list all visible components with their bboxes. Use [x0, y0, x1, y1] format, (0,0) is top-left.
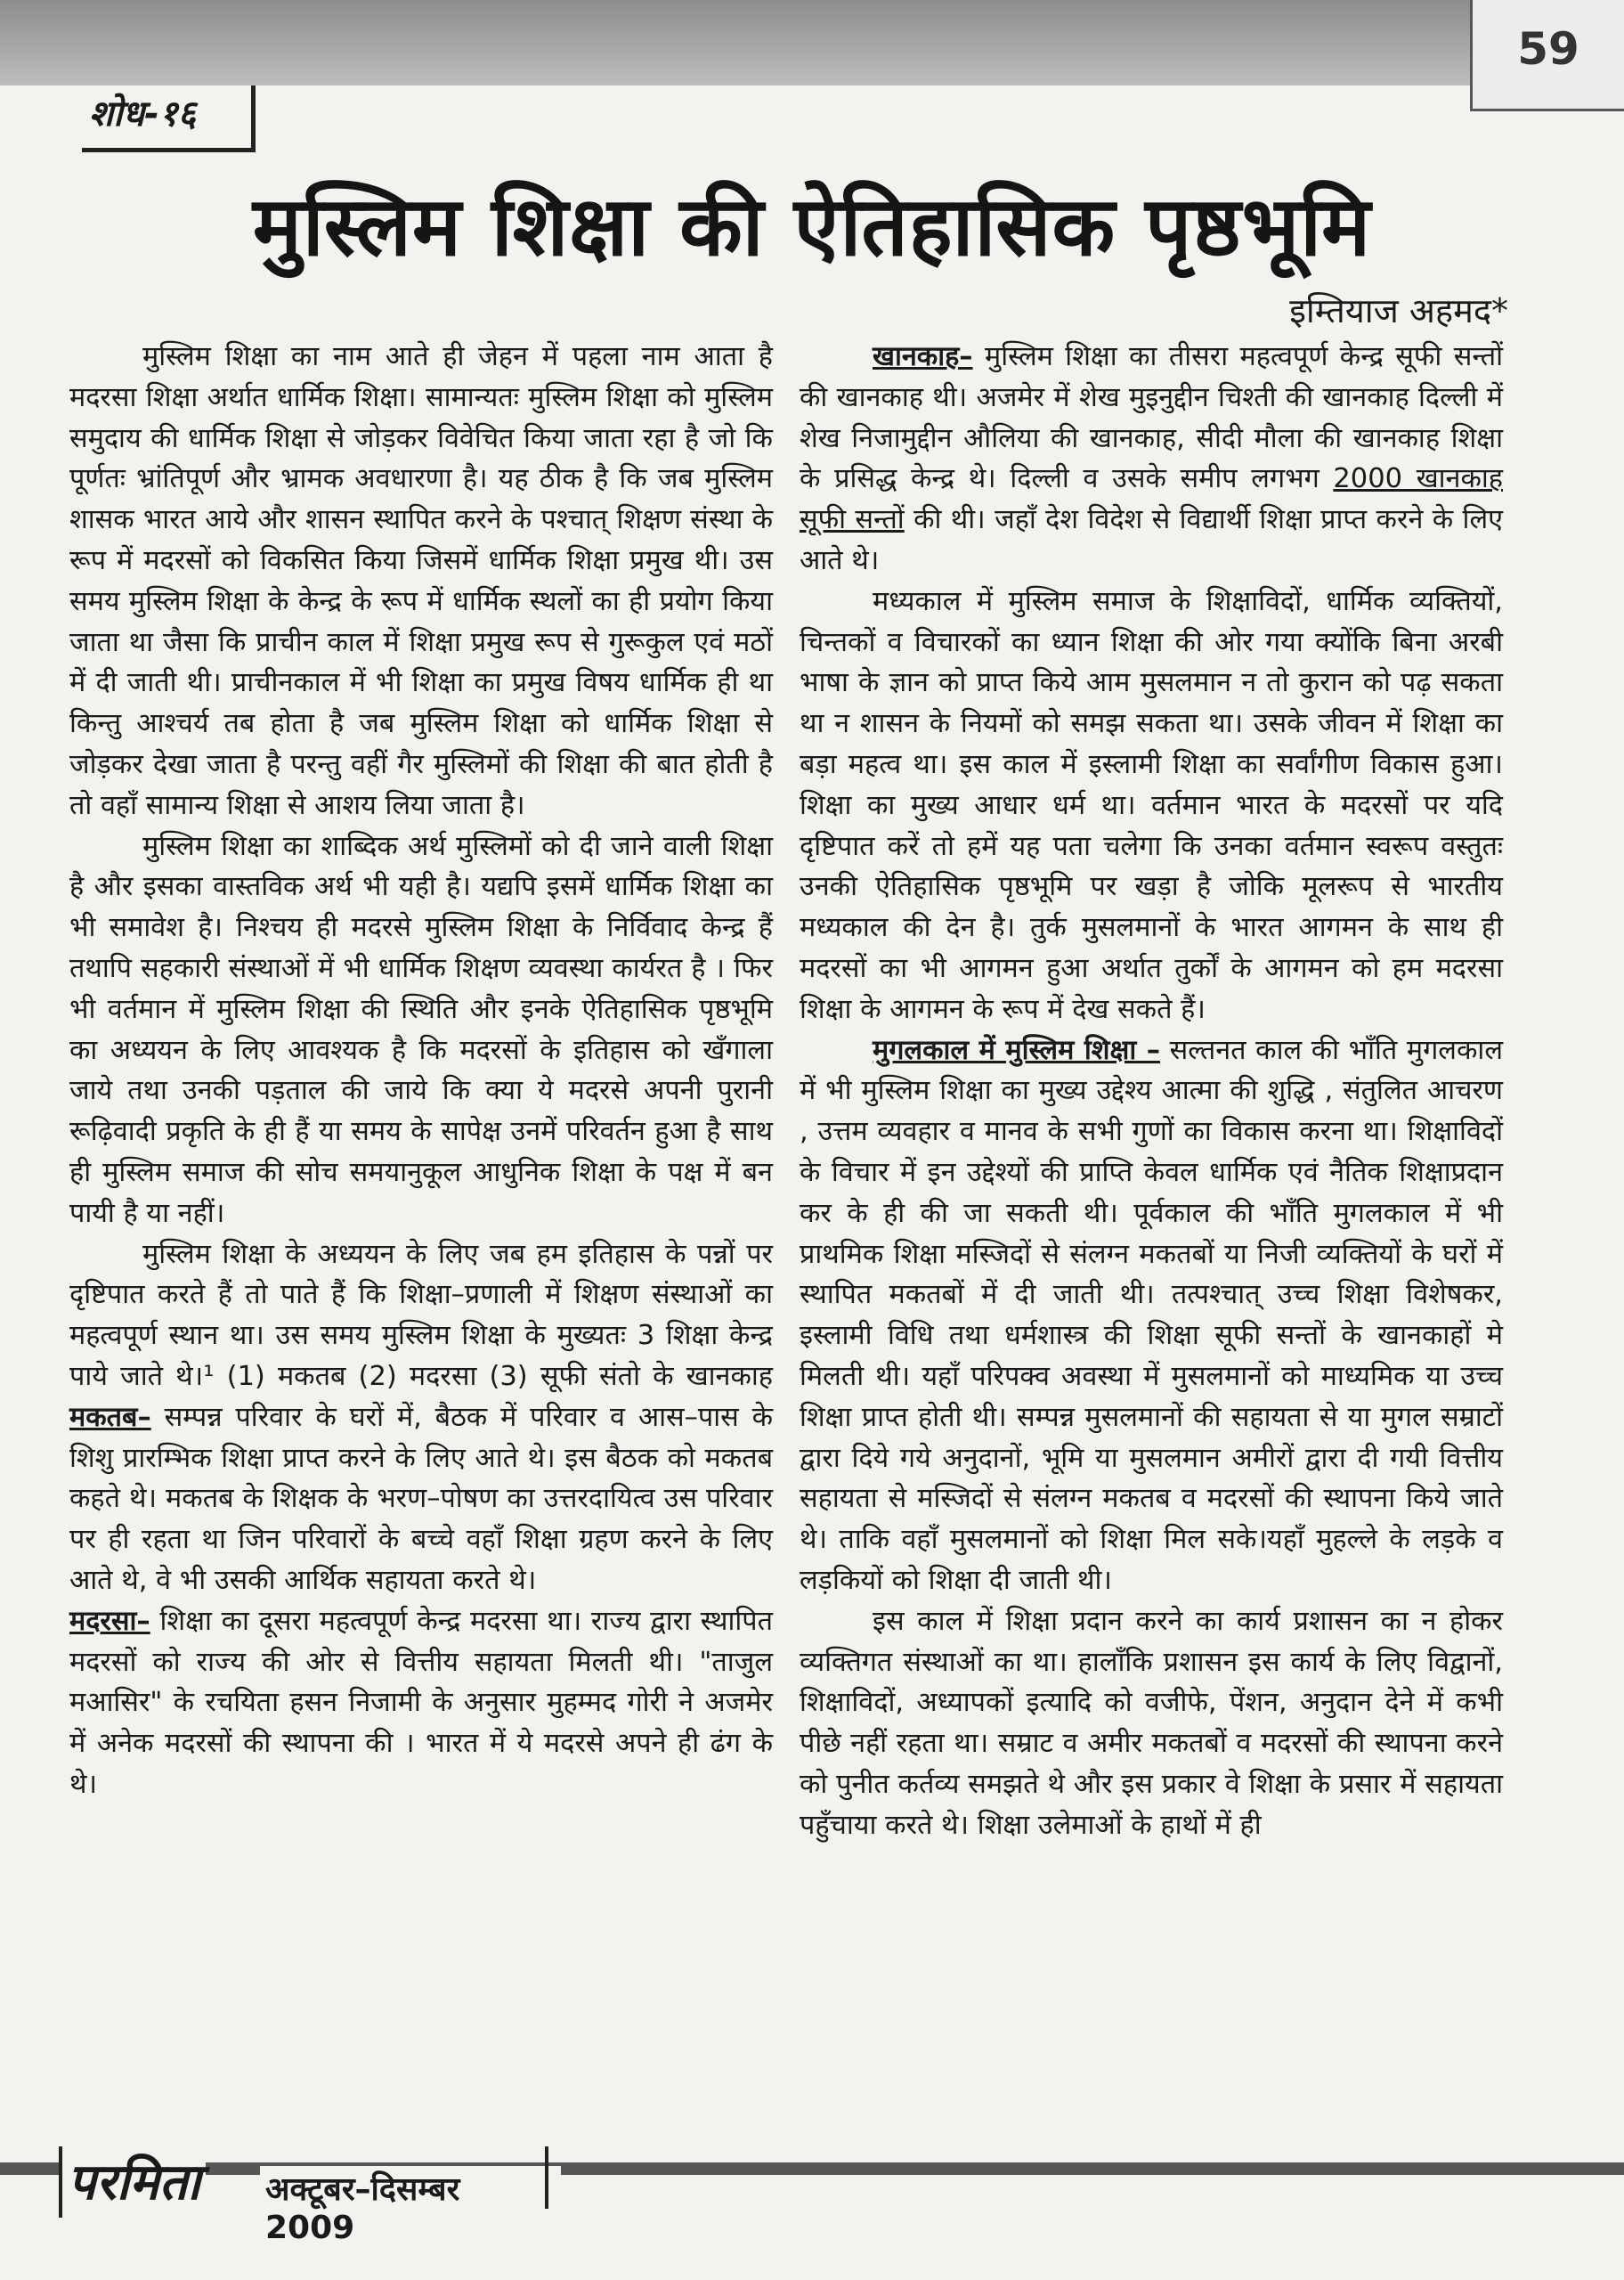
underlined-text: 2000 खानकाह सूफी सन्तों: [800, 463, 1503, 536]
header-band: [0, 0, 1624, 86]
article-title: मुस्लिम शिक्षा की ऐतिहासिक पृष्ठभूमि: [252, 179, 1372, 274]
left-column: [69, 337, 773, 1805]
section-tag: [82, 86, 256, 152]
paragraph-text: मुस्लिम शिक्षा का तीसरा महत्वपूर्ण केन्द्र सूफी सन्तों की खानकाह थी। अजमेर में शेख मुइनुद्दीन चिश्ती की खानकाह दिल्ली में शेख निजामुद्दीन औलिया की खानकाह, सीदी मौला की खानकाह शिक्षा के प्रसिद्ध केन्द्र थे। दिल्ली व उसके समीप लगभग: [800, 341, 1503, 495]
section-label: शोध-१६: [89, 94, 197, 134]
paragraph: [69, 1601, 773, 1805]
page-number-box: [1470, 0, 1624, 111]
subheading-khanqah: खानकाह–: [873, 341, 973, 372]
footer: [53, 2141, 561, 2246]
footer-divider: [545, 2146, 548, 2209]
paragraph: [69, 1234, 773, 1601]
paragraph-text: सम्पन्न परिवार के घरों में, बैठक में परिवार व आस–पास के शिशु प्रारम्भिक शिक्षा प्राप्त करने के लिए आते थे। इस बैठक को मकतब कहते थे। मकतब के शिक्षक के भरण–पोषण का उत्तरदायित्व उस परिवार पर ही रहता था जिन परिवारों के बच्चे वहाँ शिक्षा ग्रहण करने के लिए आते थे, वे भी उसकी आर्थिक सहायता करते थे।: [69, 1401, 773, 1596]
subheading-mughal-period: मुगलकाल में मुस्लिम शिक्षा –: [873, 1034, 1161, 1066]
footer-issue: अक्टूबर–दिसम्बर 2009: [260, 2166, 561, 2246]
subheading-madrasa: मदरसा–: [69, 1605, 150, 1637]
paragraph: मध्यकाल में मुस्लिम समाज के शिक्षाविदों, धार्मिक व्यक्तियों, चिन्तकों व विचारकों का ध्यान शिक्षा की ओर गया क्योंकि बिना अरबी भाषा के ज्ञान को प्राप्त किये आम मुसलमान न तो कुरान को पढ़ सकता था न शासन के नियमों को समझ सकता था। उसके जीवन में शिक्षा का बड़ा महत्व था। इस काल में इस्लामी शिक्षा का सर्वांगीण विकास हुआ। शिक्षा का मुख्य आधार धर्म था। वर्तमान भारत के मदरसों पर यदि दृष्टिपात करें तो हमें यह पता चलेगा कि उनका वर्तमान स्वरूप वस्तुतः उनकी ऐतिहासिक पृष्ठभूमि पर खड़ा है जोकि मूलरूप से भारतीय मध्यकाल की देन है। तुर्क मुसलमानों के भारत आगमन के साथ ही मदरसों का भी आगमन हुआ अर्थात तुर्कों के आगमन को हम मदरसा शिक्षा के आगमन के रूप में देख सकते हैं।: [800, 585, 1503, 1025]
subheading-maktab: मकतब–: [69, 1401, 151, 1433]
article-author: इम्तियाज अहमद*: [1289, 291, 1508, 330]
page-number: 59: [1517, 23, 1579, 75]
paragraph: [800, 1030, 1503, 1601]
paragraph-text: शिक्षा का दूसरा महत्वपूर्ण केन्द्र मदरसा था। राज्य द्वारा स्थापित मदरसों को राज्य की ओर से वित्तीय सहायता मिलती थी। "ताजुल मआसिर" के रचयिता हसन निजामी के अनुसार मुहम्मद गोरी ने अजमेर में अनेक मदरसों की स्थापना की । भारत में ये मदरसे अपने ही ढंग के थे।: [69, 1605, 773, 1800]
paragraph: मुस्लिम शिक्षा का शाब्दिक अर्थ मुस्लिमों को दी जाने वाली शिक्षा है और इसका वास्तविक अर्थ भी यही है। यद्यपि इसमें धार्मिक शिक्षा का भी समावेश है। निश्चय ही मदरसे मुस्लिम शिक्षा के निर्विवाद केन्द्र हैं तथापि सहकारी संस्थाओं में भी धार्मिक शिक्षण व्यवस्था कार्यरत है । फिर भी वर्तमान में मुस्लिम शिक्षा की स्थिति और इनके ऐतिहासिक पृष्ठभूमि का अध्ययन के लिए आवश्यक है कि मदरसों के इतिहास को खँगाला जाये तथा उनकी पड़ताल की जाये कि क्या ये मदरसे अपनी पुरानी रूढ़िवादी प्रकृति के ही हैं या समय के सापेक्ष उनमें परिवर्तन हुआ है साथ ही मुस्लिम समाज की सोच समयानुकूल आधुनिक शिक्षा के पक्ष में बन पायी है या नहीं।: [69, 830, 773, 1229]
right-column: [800, 337, 1503, 1845]
paragraph: मुस्लिम शिक्षा का नाम आते ही जेहन में पहला नाम आता है मदरसा शिक्षा अर्थात धार्मिक शिक्षा। सामान्यतः मुस्लिम शिक्षा को मुस्लिम समुदाय की धार्मिक शिक्षा से जोड़कर विवेचित किया जाता रहा है जो कि पूर्णतः भ्रांतिपूर्ण और भ्रामक अवधारणा है। यह ठीक है कि जब मुस्लिम शासक भारत आये और शासन स्थापित करने के पश्चात् शिक्षण संस्था के रूप में मदरसों को विकसित किया जिसमें धार्मिक शिक्षा प्रमुख थी। उस समय मुस्लिम शिक्षा के केन्द्र के रूप में धार्मिक स्थलों का ही प्रयोग किया जाता था जैसा कि प्राचीन काल में शिक्षा प्रमुख रूप से गुरूकुल एवं मठों में दी जाती थी। प्राचीनकाल में भी शिक्षा का प्रमुख विषय धार्मिक ही था किन्तु आश्चर्य तब होता है जब मुस्लिम शिक्षा को धार्मिक शिक्षा से जोड़कर देखा जाता है परन्तु वहीं गैर मुस्लिमों की शिक्षा की बात होती है तो वहाँ सामान्य शिक्षा से आशय लिया जाता है।: [69, 341, 773, 821]
paragraph: इस काल में शिक्षा प्रदान करने का कार्य प्रशासन का न होकर व्यक्तिगत संस्थाओं का था। हालाँकि प्रशासन इस कार्य के लिए विद्वानों, शिक्षाविदों, अध्यापकों इत्यादि को वजीफे, पेंशन, अनुदान देने में कभी पीछे नहीं रहता था। सम्राट व अमीर मकतबों व मदरसों की स्थापना करने को पुनीत कर्तव्य समझते थे और इस प्रकार वे शिक्षा के प्रसार में सहायता पहुँचाया करते थे। शिक्षा उलेमाओं के हाथों में ही: [800, 1605, 1503, 1841]
paragraph-text: की थी। जहाँ देश विदेश से विद्यार्थी शिक्षा प्राप्त करने के लिए आते थे।: [800, 504, 1503, 576]
paragraph-text: मुस्लिम शिक्षा के अध्ययन के लिए जब हम इतिहास के पन्नों पर दृष्टिपात करते हैं तो पाते हैं कि शिक्षा–प्रणाली में शिक्षण संस्थाओं का महत्वपूर्ण स्थान था। उस समय मुस्लिम शिक्षा के मुख्यतः 3 शिक्षा केन्द्र पाये जाते थे।¹ (1) मकतब (2) मदरसा (3) सूफी संतो के खानकाह: [69, 1238, 773, 1392]
paragraph-text: सल्तनत काल की भाँति मुगलकाल में भी मुस्लिम शिक्षा का मुख्य उद्देश्य आत्मा की शुद्धि , संतुलित आचरण , उत्तम व्यवहार व मानव के सभी गुणों का विकास करना था। शिक्षाविदों के विचार में इन उद्देश्यों की प्राप्ति केवल धार्मिक एवं नैतिक शिक्षाप्रदान कर के ही की जा सकती थी। पूर्वकाल की भाँति मुगलकाल में भी प्राथमिक शिक्षा मस्जिदों से संलग्न मकतबों या निजी व्यक्तियों के घरों में स्थापित मकतबों में दी जाती थी। तत्पश्चात् उच्च शिक्षा विशेषकर, इस्लामी विधि तथा धर्मशास्त्र की शिक्षा सूफी सन्तों के खानकाहों मे मिलती थी। यहाँ परिपक्व अवस्था में मुसलमानों को माध्यमिक या उच्च शिक्षा प्राप्त होती थी। सम्पन्न मुसलमानों की सहायता से या मुगल सम्राटों द्वारा दिये गये अनुदानों, भूमि या मुसलमान अमीरों द्वारा दी गयी वित्तीय सहायता से मस्जिदों से संलग्न मकतब व मदरसों की स्थापना किये जाते थे। ताकि वहाँ मुसलमानों को शिक्षा मिल सके।यहाँ मुहल्ले के लड़के व लड़कियों को शिक्षा दी जाती थी।: [800, 1034, 1503, 1596]
footer-brand: परमिता: [62, 2146, 206, 2214]
paragraph: [800, 337, 1503, 582]
